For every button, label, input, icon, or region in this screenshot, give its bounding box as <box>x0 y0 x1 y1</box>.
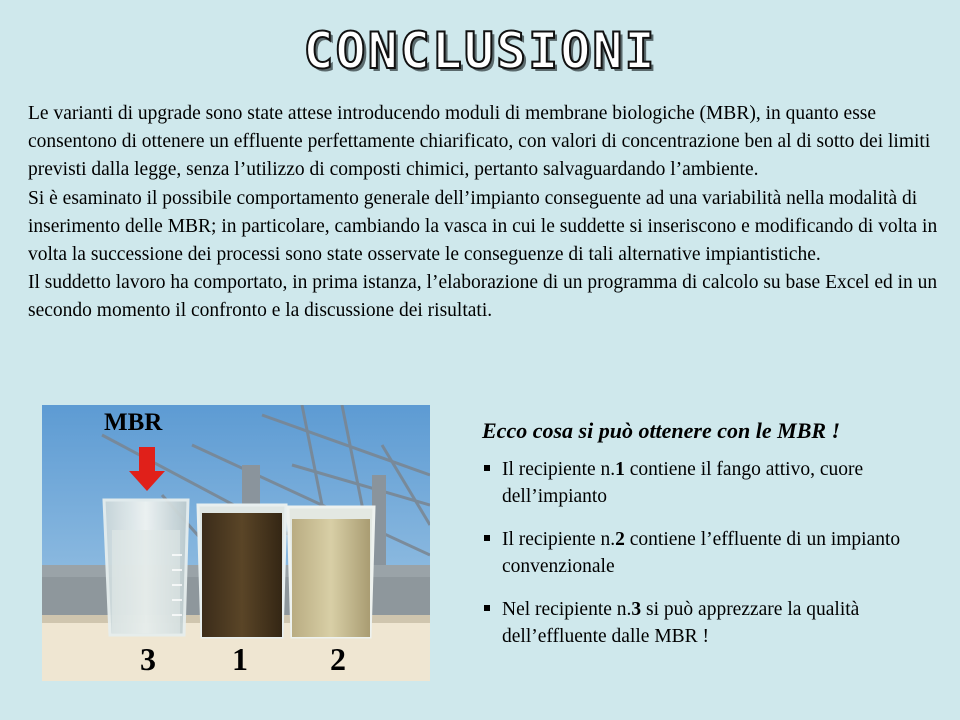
item-number: 3 <box>631 599 642 620</box>
paragraph-2: Si è esaminato il possibile comportamento generale dell’impianto conseguente ad una variabilità nella modalità di inserimento delle MBR; in particolare, cambiando la vasca in cui le suddette si inseriscono e modificando di volta in volta la successione dei processi sono state osservate le conseguenze di tali alternative impiantistiche. <box>28 187 938 266</box>
beaker-number-2: 2 <box>330 641 346 677</box>
item-number: 1 <box>615 459 625 480</box>
callout-list <box>484 456 954 666</box>
slide-title: CONCLUSIONI <box>303 22 657 80</box>
beakers-photo <box>42 405 430 681</box>
bullet-square-icon <box>484 465 490 471</box>
beaker-number-1: 1 <box>232 641 248 677</box>
body-text <box>28 100 938 326</box>
mbr-label: MBR <box>104 409 163 436</box>
list-item <box>484 596 954 650</box>
list-item <box>484 526 954 580</box>
item-prefix: Nel recipiente n. <box>502 599 632 620</box>
item-prefix: Il recipiente n. <box>502 529 616 550</box>
callout-heading: Ecco cosa si può ottenere con le MBR ! <box>482 418 841 443</box>
beaker-number-3: 3 <box>140 641 156 677</box>
list-item <box>484 456 954 510</box>
bullet-square-icon <box>484 605 490 611</box>
photo-illustration <box>42 405 430 681</box>
item-number: 2 <box>615 529 625 550</box>
item-prefix: Il recipiente n. <box>502 459 616 480</box>
item-suffix: contiene il fango attivo, cuore dell’impianto <box>502 459 864 507</box>
item-suffix: contiene l’effluente di un impianto convenzionale <box>502 529 901 577</box>
item-suffix: si può apprezzare la qualità dell’effluente dalle MBR ! <box>502 599 860 647</box>
paragraph-3: Il suddetto lavoro ha comportato, in prima istanza, l’elaborazione di un programma di calcolo su base Excel ed in un secondo momento il confronto e la discussione dei risultati. <box>28 272 938 322</box>
bullet-square-icon <box>484 535 490 541</box>
paragraph-1: Le varianti di upgrade sono state attese introducendo moduli di membrane biologiche (MBR), in quanto esse consentono di ottenere un effluente perfettamente chiarificato, con valori di concentrazione ben al di sotto dei limiti previsti dalla legge, senza l’utilizzo di composti chimici, pertanto salvaguardando l’ambiente. <box>28 103 931 181</box>
arrow-shaft <box>139 447 155 473</box>
